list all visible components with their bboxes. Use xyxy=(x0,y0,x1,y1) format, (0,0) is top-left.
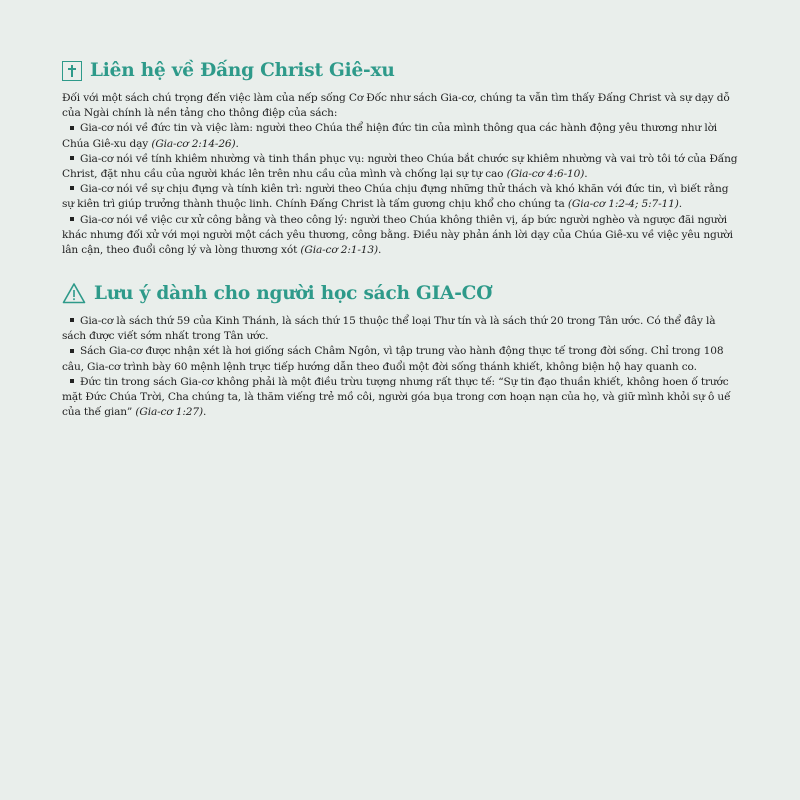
bullet-icon xyxy=(70,349,74,353)
section-title: Lưu ý dành cho người học sách GIA-CƠ xyxy=(94,282,493,304)
scripture-reference: (Gia-cơ 2:14-26) xyxy=(151,137,236,150)
list-item xyxy=(62,375,738,421)
section-heading xyxy=(62,282,738,304)
bullet-text: Gia-cơ nói về đức tin và việc làm: người theo Chúa thể hiện đức tin của mình thông qua các hành động yêu thương như lời Chúa Giê-xu dạy xyxy=(62,122,718,150)
scripture-reference: (Gia-cơ 4:6-10) xyxy=(506,168,585,181)
list-item xyxy=(62,121,738,151)
bullet-icon xyxy=(70,318,74,322)
bullet-end: . xyxy=(678,198,682,211)
bullet-icon xyxy=(70,217,74,221)
bullet-text: Gia-cơ là sách thứ 59 của Kinh Thánh, là sách thứ 15 thuộc thể loại Thư tín và là sách thứ 20 trong Tân ước. Có thể đây là sách được viết sớm nhất trong Tân ước. xyxy=(62,315,716,343)
section-study-notes xyxy=(62,282,738,420)
bullet-icon xyxy=(70,379,74,383)
section-body xyxy=(62,314,738,420)
scripture-reference: (Gia-cơ 1:27) xyxy=(135,406,203,419)
bullet-end: . xyxy=(202,406,207,419)
section-heading xyxy=(62,60,738,81)
bullet-text: Gia-cơ nói về sự chịu đựng và tính kiên trì: người theo Chúa chịu đựng những thử thách và khó khăn với đức tin, vì biết rằng sự kiên trì giúp trưởng thành thuộc linh. Chính Đấng Christ là tấm gương chịu khổ cho chúng ta xyxy=(62,183,729,211)
bullet-text: Đức tin trong sách Gia-cơ không phải là một điều trừu tượng nhưng rất thực tế: “Sự tin đạo thuần khiết, không hoen ố trước mặt Đức Chúa Trời, Cha chúng ta, là thăm viếng trẻ mồ côi, người góa bụa trong cơn hoạn nạn của họ, và giữ mình khỏi sự ô uế của thế gian” xyxy=(62,375,731,419)
bullet-end: . xyxy=(584,168,588,181)
list-item xyxy=(62,152,738,182)
bullet-text: Gia-cơ nói về việc cư xử công bằng và theo công lý: người theo Chúa không thiên vị, áp bức người nghèo và ngược đãi người khác nhưng đối xử với mọi người một cách yêu thương, công bằng. Điều này phản ánh lời dạy của Chúa Giê-xu về việc yêu người lân cận, theo đuổi công lý và lòng thương xót xyxy=(62,213,733,257)
cross-icon xyxy=(62,61,82,81)
intro-paragraph: Đối với một sách chú trọng đến việc làm của nếp sống Cơ Đốc như sách Gia-cơ, chúng ta vẫn tìm thấy Đấng Christ và sự dạy dỗ của Ngài chính là nền tảng cho thông điệp của sách: xyxy=(62,92,730,120)
bullet-text: Gia-cơ nói về tính khiêm nhường và tinh thần phục vụ: người theo Chúa bắt chước sự khiêm nhường và vai trò tôi tớ của Đấng Christ, đặt nhu cầu của người khác lên trên nhu cầu của mình và chống lại sự tự cao xyxy=(62,152,738,181)
bullet-list xyxy=(62,121,738,258)
bullet-icon xyxy=(70,126,74,130)
bullet-icon xyxy=(70,186,74,190)
bullet-end: . xyxy=(377,244,382,257)
scripture-reference: (Gia-cơ 1:2-4; 5:7-11) xyxy=(567,198,679,211)
section-body xyxy=(62,91,738,258)
list-item xyxy=(62,182,738,212)
list-item xyxy=(62,314,738,344)
section-title: Liên hệ về Đấng Christ Giê-xu xyxy=(90,60,395,81)
list-item xyxy=(62,344,738,374)
list-item xyxy=(62,213,738,259)
bullet-text: Sách Gia-cơ được nhận xét là hơi giống sách Châm Ngôn, vì tập trung vào hành động thực tế trong đời sống. Chỉ trong 108 câu, Gia-cơ trình bày 60 mệnh lệnh trực tiếp hướng dẫn theo đuổi một đời sống thánh khiết, không biện hộ hay quanh co. xyxy=(62,345,724,373)
bullet-list xyxy=(62,314,738,420)
warning-icon xyxy=(62,282,86,304)
bullet-icon xyxy=(70,156,74,160)
scripture-reference: (Gia-cơ 2:1-13) xyxy=(300,244,378,257)
bullet-end: . xyxy=(235,137,239,150)
section-christ-connection xyxy=(62,60,738,258)
